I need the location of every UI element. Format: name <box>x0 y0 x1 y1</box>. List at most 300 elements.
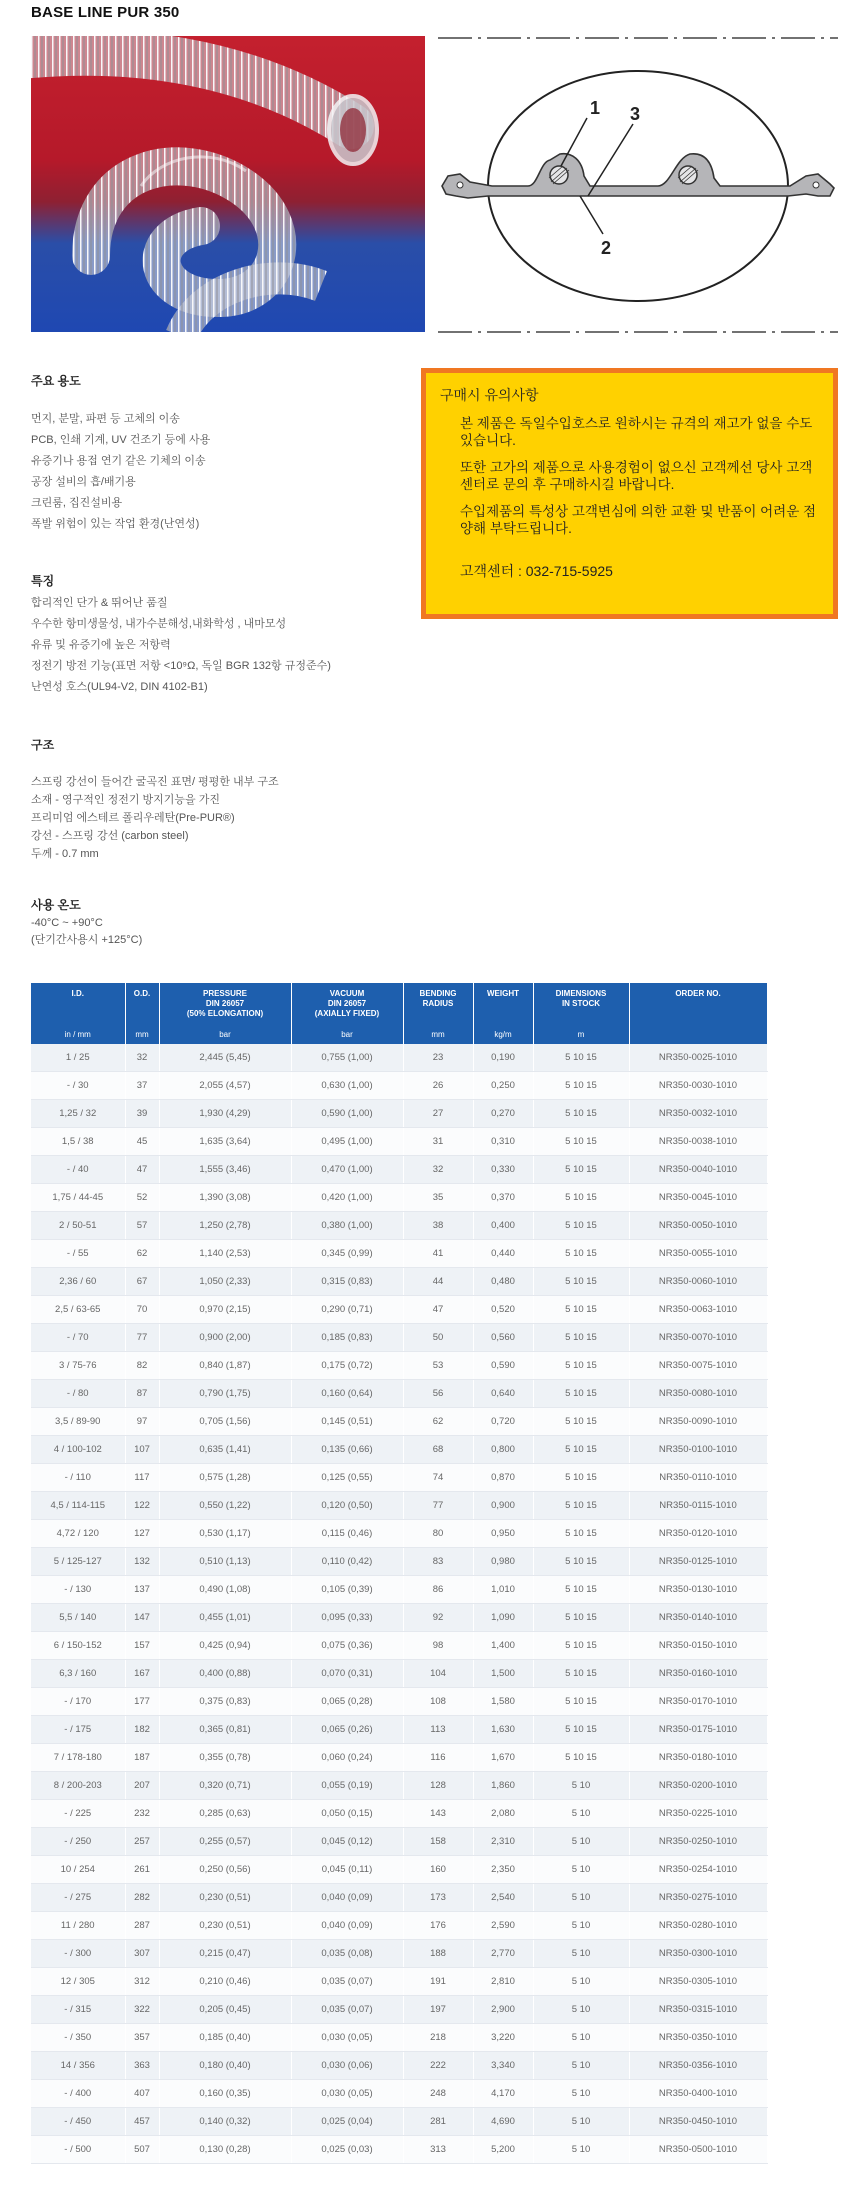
customer-center-phone: 고객센터 : 032-715-5925 <box>460 563 613 579</box>
table-cell: NR350-0150-1010 <box>629 1632 767 1660</box>
table-row <box>31 1968 767 1996</box>
table-cell: 5 10 15 <box>533 1100 629 1128</box>
table-cell: 37 <box>125 1072 159 1100</box>
table-cell: 5 10 15 <box>533 1212 629 1240</box>
notice-title: 구매시 유의사항 <box>440 387 539 403</box>
table-cell: 5 10 <box>533 2108 629 2136</box>
table-cell: 104 <box>403 1660 473 1688</box>
notice-paragraph: 또한 고가의 제품으로 사용경험이 없으신 고객께선 당사 고객센터로 문의 후 구매하시길 바랍니다. <box>460 460 813 492</box>
table-cell: 232 <box>125 1800 159 1828</box>
table-row <box>31 1156 767 1184</box>
header-label-line: WEIGHT <box>487 989 519 998</box>
header-label-line: VACUUM <box>329 989 365 998</box>
table-cell: 0,140 (0,32) <box>159 2108 291 2136</box>
table-cell: - / 175 <box>31 1716 125 1744</box>
table-cell: 0,135 (0,66) <box>291 1436 403 1464</box>
table-header-cell <box>473 983 533 1044</box>
table-cell: 62 <box>125 1240 159 1268</box>
table-cell: 457 <box>125 2108 159 2136</box>
table-cell: 0,050 (0,15) <box>291 1800 403 1828</box>
table-cell: 5 10 15 <box>533 1436 629 1464</box>
table-row <box>31 1044 767 1072</box>
table-cell: 0,180 (0,40) <box>159 2052 291 2080</box>
table-cell: NR350-0050-1010 <box>629 1212 767 1240</box>
table-cell: 5 10 15 <box>533 1520 629 1548</box>
table-cell: 74 <box>403 1464 473 1492</box>
table-cell: NR350-0125-1010 <box>629 1548 767 1576</box>
table-cell: 187 <box>125 1744 159 1772</box>
table-cell: 77 <box>403 1492 473 1520</box>
table-cell: 2,36 / 60 <box>31 1268 125 1296</box>
table-cell: 2,5 / 63-65 <box>31 1296 125 1324</box>
table-cell: 2,590 <box>473 1912 533 1940</box>
table-cell: 2,810 <box>473 1968 533 1996</box>
uses-item: 먼지, 분말, 파편 등 고체의 이송 <box>31 413 180 425</box>
table-cell: 5 / 125-127 <box>31 1548 125 1576</box>
table-cell: NR350-0063-1010 <box>629 1296 767 1324</box>
table-cell: 0,115 (0,46) <box>291 1520 403 1548</box>
table-cell: 0,185 (0,40) <box>159 2024 291 2052</box>
header-label-line: (50% ELONGATION) <box>186 1009 264 1018</box>
table-cell: NR350-0305-1010 <box>629 1968 767 1996</box>
table-row <box>31 1912 767 1940</box>
table-cell: 0,900 (2,00) <box>159 1324 291 1352</box>
table-cell: 0,400 (0,88) <box>159 1660 291 1688</box>
uses-item: 크린룸, 집진설비용 <box>31 497 123 509</box>
table-cell: NR350-0070-1010 <box>629 1324 767 1352</box>
table-cell: NR350-0180-1010 <box>629 1744 767 1772</box>
table-cell: 0,120 (0,50) <box>291 1492 403 1520</box>
table-cell: 4,170 <box>473 2080 533 2108</box>
table-row <box>31 2136 767 2164</box>
table-cell: 5 10 15 <box>533 1240 629 1268</box>
table-cell: 0,045 (0,12) <box>291 1828 403 1856</box>
header-label-line: DIMENSIONS <box>555 989 607 998</box>
table-cell: 2,080 <box>473 1800 533 1828</box>
table-cell: 87 <box>125 1380 159 1408</box>
table-cell: 0,035 (0,08) <box>291 1940 403 1968</box>
temperature-item: (단기간사용시 +125°C) <box>31 934 143 946</box>
table-row <box>31 1744 767 1772</box>
table-cell: 143 <box>403 1800 473 1828</box>
table-cell: 3,340 <box>473 2052 533 2080</box>
table-row <box>31 1128 767 1156</box>
diagram-label-3: 3 <box>630 104 641 124</box>
table-cell: 0,105 (0,39) <box>291 1576 403 1604</box>
table-body <box>31 1044 767 2164</box>
table-cell: 1,630 <box>473 1716 533 1744</box>
table-cell: 1,75 / 44-45 <box>31 1184 125 1212</box>
table-cell: 363 <box>125 2052 159 2080</box>
table-cell: 5 10 15 <box>533 1044 629 1072</box>
features-title: 특징 <box>31 574 55 588</box>
table-cell: 5 10 15 <box>533 1268 629 1296</box>
table-cell: - / 300 <box>31 1940 125 1968</box>
table-cell: 0,215 (0,47) <box>159 1940 291 1968</box>
table-cell: 97 <box>125 1408 159 1436</box>
table-cell: 0,755 (1,00) <box>291 1044 403 1072</box>
header-label-line: BENDING <box>419 989 457 998</box>
table-cell: 5 10 15 <box>533 1184 629 1212</box>
table-cell: 218 <box>403 2024 473 2052</box>
table-cell: 157 <box>125 1632 159 1660</box>
table-cell: 0,160 (0,64) <box>291 1380 403 1408</box>
table-cell: 0,065 (0,28) <box>291 1688 403 1716</box>
table-cell: 7 / 178-180 <box>31 1744 125 1772</box>
table-cell: 122 <box>125 1492 159 1520</box>
table-row <box>31 1688 767 1716</box>
table-header-cell <box>629 983 767 1044</box>
table-cell: 14 / 356 <box>31 2052 125 2080</box>
table-row <box>31 1632 767 1660</box>
table-cell: 0,230 (0,51) <box>159 1884 291 1912</box>
table-row <box>31 2080 767 2108</box>
table-cell: 1,390 (3,08) <box>159 1184 291 1212</box>
table-row <box>31 1464 767 1492</box>
table-row <box>31 1828 767 1856</box>
table-cell: 53 <box>403 1352 473 1380</box>
table-cell: 0,635 (1,41) <box>159 1436 291 1464</box>
table-cell: NR350-0040-1010 <box>629 1156 767 1184</box>
table-cell: 5 10 <box>533 1996 629 2024</box>
table-cell: 0,970 (2,15) <box>159 1296 291 1324</box>
table-cell: 0,355 (0,78) <box>159 1744 291 1772</box>
table-row <box>31 1660 767 1688</box>
table-row <box>31 1380 767 1408</box>
table-cell: 207 <box>125 1772 159 1800</box>
table-cell: 0,375 (0,83) <box>159 1688 291 1716</box>
features-section <box>31 572 331 698</box>
table-cell: 0,255 (0,57) <box>159 1828 291 1856</box>
uses-item: 공장 설비의 흡/배기용 <box>31 476 136 488</box>
table-cell: 0,455 (1,01) <box>159 1604 291 1632</box>
table-cell: 5 10 <box>533 2052 629 2080</box>
table-cell: NR350-0110-1010 <box>629 1464 767 1492</box>
table-cell: 107 <box>125 1436 159 1464</box>
table-row <box>31 1408 767 1436</box>
table-cell: NR350-0315-1010 <box>629 1996 767 2024</box>
table-cell: 5 10 15 <box>533 1716 629 1744</box>
structure-item: 프리미엄 에스테르 폴리우레탄(Pre-PUR®) <box>31 812 235 824</box>
table-cell: 0,025 (0,03) <box>291 2136 403 2164</box>
table-cell: NR350-0130-1010 <box>629 1576 767 1604</box>
table-cell: 5 10 <box>533 2080 629 2108</box>
table-cell: 32 <box>125 1044 159 1072</box>
table-cell: - / 350 <box>31 2024 125 2052</box>
table-cell: 10 / 254 <box>31 1856 125 1884</box>
table-cell: 98 <box>403 1632 473 1660</box>
table-cell: - / 450 <box>31 2108 125 2136</box>
header-label-line: DIN 26057 <box>205 999 245 1008</box>
structure-item: 소재 - 영구적인 정전기 방지기능을 가진 <box>31 794 220 806</box>
table-cell: 0,045 (0,11) <box>291 1856 403 1884</box>
table-cell: 1,010 <box>473 1576 533 1604</box>
table-cell: 5 10 <box>533 1800 629 1828</box>
table-row <box>31 2052 767 2080</box>
table-row <box>31 1716 767 1744</box>
table-cell: 5 10 <box>533 1828 629 1856</box>
table-cell: 5 10 15 <box>533 1324 629 1352</box>
table-cell: 117 <box>125 1464 159 1492</box>
table-cell: 322 <box>125 1996 159 2024</box>
table-cell: NR350-0300-1010 <box>629 1940 767 1968</box>
table-cell: 407 <box>125 2080 159 2108</box>
table-cell: 0,480 <box>473 1268 533 1296</box>
table-row <box>31 1576 767 1604</box>
table-cell: 0,425 (0,94) <box>159 1632 291 1660</box>
table-cell: 113 <box>403 1716 473 1744</box>
table-cell: 5 10 <box>533 2136 629 2164</box>
table-cell: 132 <box>125 1548 159 1576</box>
table-cell: 0,040 (0,09) <box>291 1884 403 1912</box>
table-cell: 0,520 <box>473 1296 533 1324</box>
table-cell: 1,25 / 32 <box>31 1100 125 1128</box>
table-cell: 1,555 (3,46) <box>159 1156 291 1184</box>
table-cell: 0,075 (0,36) <box>291 1632 403 1660</box>
table-row <box>31 1772 767 1800</box>
table-cell: 8 / 200-203 <box>31 1772 125 1800</box>
table-cell: 62 <box>403 1408 473 1436</box>
header-unit: mm <box>431 1030 445 1039</box>
features-item: 합리적인 단가 & 뛰어난 품질 <box>31 597 168 609</box>
table-cell: 5 10 <box>533 1856 629 1884</box>
table-cell: 0,420 (1,00) <box>291 1184 403 1212</box>
header-unit: bar <box>341 1030 353 1039</box>
table-cell: 0,640 <box>473 1380 533 1408</box>
table-cell: 67 <box>125 1268 159 1296</box>
temperature-title: 사용 온도 <box>31 898 81 912</box>
table-cell: 1,580 <box>473 1688 533 1716</box>
table-cell: 56 <box>403 1380 473 1408</box>
table-row <box>31 1296 767 1324</box>
table-cell: 0,185 (0,83) <box>291 1324 403 1352</box>
features-item: 우수한 항미생물성, 내가수분해성,내화학성 , 내마모성 <box>31 618 287 630</box>
features-item: 난연성 호스(UL94-V2, DIN 4102-B1) <box>31 681 208 693</box>
table-cell: NR350-0055-1010 <box>629 1240 767 1268</box>
table-cell: 5 10 <box>533 2024 629 2052</box>
table-cell: 5 10 <box>533 1968 629 1996</box>
table-cell: 188 <box>403 1940 473 1968</box>
header-unit: m <box>577 1030 585 1039</box>
table-cell: 5 10 <box>533 1772 629 1800</box>
table-row <box>31 1604 767 1632</box>
table-cell: 2,900 <box>473 1996 533 2024</box>
table-cell: 137 <box>125 1576 159 1604</box>
table-header-cell <box>31 983 125 1044</box>
header-label-line: RADIUS <box>422 999 454 1008</box>
table-cell: 0,210 (0,46) <box>159 1968 291 1996</box>
features-item: 정전기 방전 기능(표면 저항 <10⁹Ω, 독일 BGR 132항 규정준수) <box>31 660 331 672</box>
table-cell: 92 <box>403 1604 473 1632</box>
table-cell: NR350-0038-1010 <box>629 1128 767 1156</box>
table-cell: NR350-0280-1010 <box>629 1912 767 1940</box>
table-cell: 5 10 15 <box>533 1408 629 1436</box>
table-cell: NR350-0254-1010 <box>629 1856 767 1884</box>
table-header-cell <box>159 983 291 1044</box>
table-cell: 0,790 (1,75) <box>159 1380 291 1408</box>
table-cell: 182 <box>125 1716 159 1744</box>
uses-item: 유증기나 용접 연기 같은 기체의 이송 <box>31 455 206 467</box>
header-unit: bar <box>219 1030 231 1039</box>
table-cell: NR350-0225-1010 <box>629 1800 767 1828</box>
table-cell: 27 <box>403 1100 473 1128</box>
structure-item: 두께 - 0.7 mm <box>31 848 99 860</box>
table-cell: 0,630 (1,00) <box>291 1072 403 1100</box>
table-row <box>31 1324 767 1352</box>
table-cell: 357 <box>125 2024 159 2052</box>
table-cell: NR350-0356-1010 <box>629 2052 767 2080</box>
table-cell: 0,330 <box>473 1156 533 1184</box>
table-cell: - / 225 <box>31 1800 125 1828</box>
table-cell: - / 110 <box>31 1464 125 1492</box>
table-cell: 282 <box>125 1884 159 1912</box>
table-cell: 108 <box>403 1688 473 1716</box>
table-row <box>31 1548 767 1576</box>
table-row <box>31 1996 767 2024</box>
table-cell: 313 <box>403 2136 473 2164</box>
header-unit: mm <box>135 1030 149 1039</box>
header-label-line: (AXIALLY FIXED) <box>314 1009 380 1018</box>
table-cell: NR350-0175-1010 <box>629 1716 767 1744</box>
table-cell: 23 <box>403 1044 473 1072</box>
table-cell: 5 10 15 <box>533 1744 629 1772</box>
header-label-line: ORDER NO. <box>675 989 721 998</box>
table-cell: 0,290 (0,71) <box>291 1296 403 1324</box>
table-cell: 0,380 (1,00) <box>291 1212 403 1240</box>
table-cell: - / 170 <box>31 1688 125 1716</box>
table-header-cell <box>403 983 473 1044</box>
table-cell: 261 <box>125 1856 159 1884</box>
table-cell: 0,870 <box>473 1464 533 1492</box>
table-cell: 0,840 (1,87) <box>159 1352 291 1380</box>
table-cell: NR350-0275-1010 <box>629 1884 767 1912</box>
table-cell: NR350-0060-1010 <box>629 1268 767 1296</box>
table-cell: 86 <box>403 1576 473 1604</box>
table-cell: 1,090 <box>473 1604 533 1632</box>
table-cell: 0,040 (0,09) <box>291 1912 403 1940</box>
table-cell: 26 <box>403 1072 473 1100</box>
table-cell: 0,125 (0,55) <box>291 1464 403 1492</box>
table-cell: 5 10 15 <box>533 1632 629 1660</box>
table-cell: 0,205 (0,45) <box>159 1996 291 2024</box>
table-cell: 5 10 15 <box>533 1296 629 1324</box>
table-cell: 158 <box>403 1828 473 1856</box>
table-cell: NR350-0030-1010 <box>629 1072 767 1100</box>
table-cell: 0,250 (0,56) <box>159 1856 291 1884</box>
table-cell: 2,540 <box>473 1884 533 1912</box>
table-cell: 0,035 (0,07) <box>291 1968 403 1996</box>
table-cell: 0,095 (0,33) <box>291 1604 403 1632</box>
table-cell: 0,440 <box>473 1240 533 1268</box>
temperature-item: -40°C ~ +90°C <box>31 917 103 929</box>
table-cell: 1 / 25 <box>31 1044 125 1072</box>
table-cell: 287 <box>125 1912 159 1940</box>
table-cell: 80 <box>403 1520 473 1548</box>
table-cell: NR350-0160-1010 <box>629 1660 767 1688</box>
table-cell: NR350-0090-1010 <box>629 1408 767 1436</box>
table-cell: 39 <box>125 1100 159 1128</box>
table-cell: 197 <box>403 1996 473 2024</box>
table-cell: 57 <box>125 1212 159 1240</box>
table-cell: 0,160 (0,35) <box>159 2080 291 2108</box>
table-row <box>31 2108 767 2136</box>
table-cell: NR350-0170-1010 <box>629 1688 767 1716</box>
table-cell: 176 <box>403 1912 473 1940</box>
table-cell: 2,350 <box>473 1856 533 1884</box>
table-cell: 1,5 / 38 <box>31 1128 125 1156</box>
table-cell: 0,370 <box>473 1184 533 1212</box>
table-cell: 0,035 (0,07) <box>291 1996 403 2024</box>
table-cell: 0,310 <box>473 1128 533 1156</box>
structure-section <box>31 736 279 863</box>
table-cell: 5 10 15 <box>533 1464 629 1492</box>
table-cell: 257 <box>125 1828 159 1856</box>
table-row <box>31 1100 767 1128</box>
table-cell: 0,400 <box>473 1212 533 1240</box>
table-cell: 0,110 (0,42) <box>291 1548 403 1576</box>
table-row <box>31 1436 767 1464</box>
table-cell: 4 / 100-102 <box>31 1436 125 1464</box>
table-cell: NR350-0025-1010 <box>629 1044 767 1072</box>
table-cell: NR350-0075-1010 <box>629 1352 767 1380</box>
table-row <box>31 1940 767 1968</box>
table-cell: 35 <box>403 1184 473 1212</box>
table-cell: 0,980 <box>473 1548 533 1576</box>
table-cell: 2,310 <box>473 1828 533 1856</box>
table-row <box>31 1884 767 1912</box>
table-cell: 5 10 15 <box>533 1492 629 1520</box>
structure-item: 강선 - 스프링 강선 (carbon steel) <box>31 830 189 842</box>
table-cell: NR350-0115-1010 <box>629 1492 767 1520</box>
table-cell: 307 <box>125 1940 159 1968</box>
table-cell: 0,190 <box>473 1044 533 1072</box>
table-cell: 1,635 (3,64) <box>159 1128 291 1156</box>
table-cell: 0,470 (1,00) <box>291 1156 403 1184</box>
table-cell: 45 <box>125 1128 159 1156</box>
table-cell: NR350-0080-1010 <box>629 1380 767 1408</box>
table-cell: 52 <box>125 1184 159 1212</box>
table-cell: 5 10 <box>533 1940 629 1968</box>
diagram-label-2: 2 <box>601 238 612 258</box>
table-cell: 0,800 <box>473 1436 533 1464</box>
table-cell: 0,590 (1,00) <box>291 1100 403 1128</box>
table-cell: 5 10 15 <box>533 1660 629 1688</box>
table-cell: 191 <box>403 1968 473 1996</box>
table-cell: 1,050 (2,33) <box>159 1268 291 1296</box>
table-cell: 68 <box>403 1436 473 1464</box>
table-row <box>31 1240 767 1268</box>
table-cell: 0,590 <box>473 1352 533 1380</box>
table-cell: - / 130 <box>31 1576 125 1604</box>
diagram-label-1: 1 <box>590 98 601 118</box>
table-cell: 0,365 (0,81) <box>159 1716 291 1744</box>
table-cell: NR350-0400-1010 <box>629 2080 767 2108</box>
table-row <box>31 1520 767 1548</box>
table-cell: NR350-0200-1010 <box>629 1772 767 1800</box>
table-cell: 0,530 (1,17) <box>159 1520 291 1548</box>
table-cell: 3,5 / 89-90 <box>31 1408 125 1436</box>
table-cell: 5 10 15 <box>533 1576 629 1604</box>
purchase-notice-box <box>421 368 838 619</box>
table-row <box>31 2024 767 2052</box>
table-cell: 5 10 15 <box>533 1352 629 1380</box>
table-cell: 0,705 (1,56) <box>159 1408 291 1436</box>
spec-table <box>31 983 768 2164</box>
table-cell: 0,950 <box>473 1520 533 1548</box>
table-cell: 116 <box>403 1744 473 1772</box>
table-cell: 1,400 <box>473 1632 533 1660</box>
table-cell: 1,250 (2,78) <box>159 1212 291 1240</box>
